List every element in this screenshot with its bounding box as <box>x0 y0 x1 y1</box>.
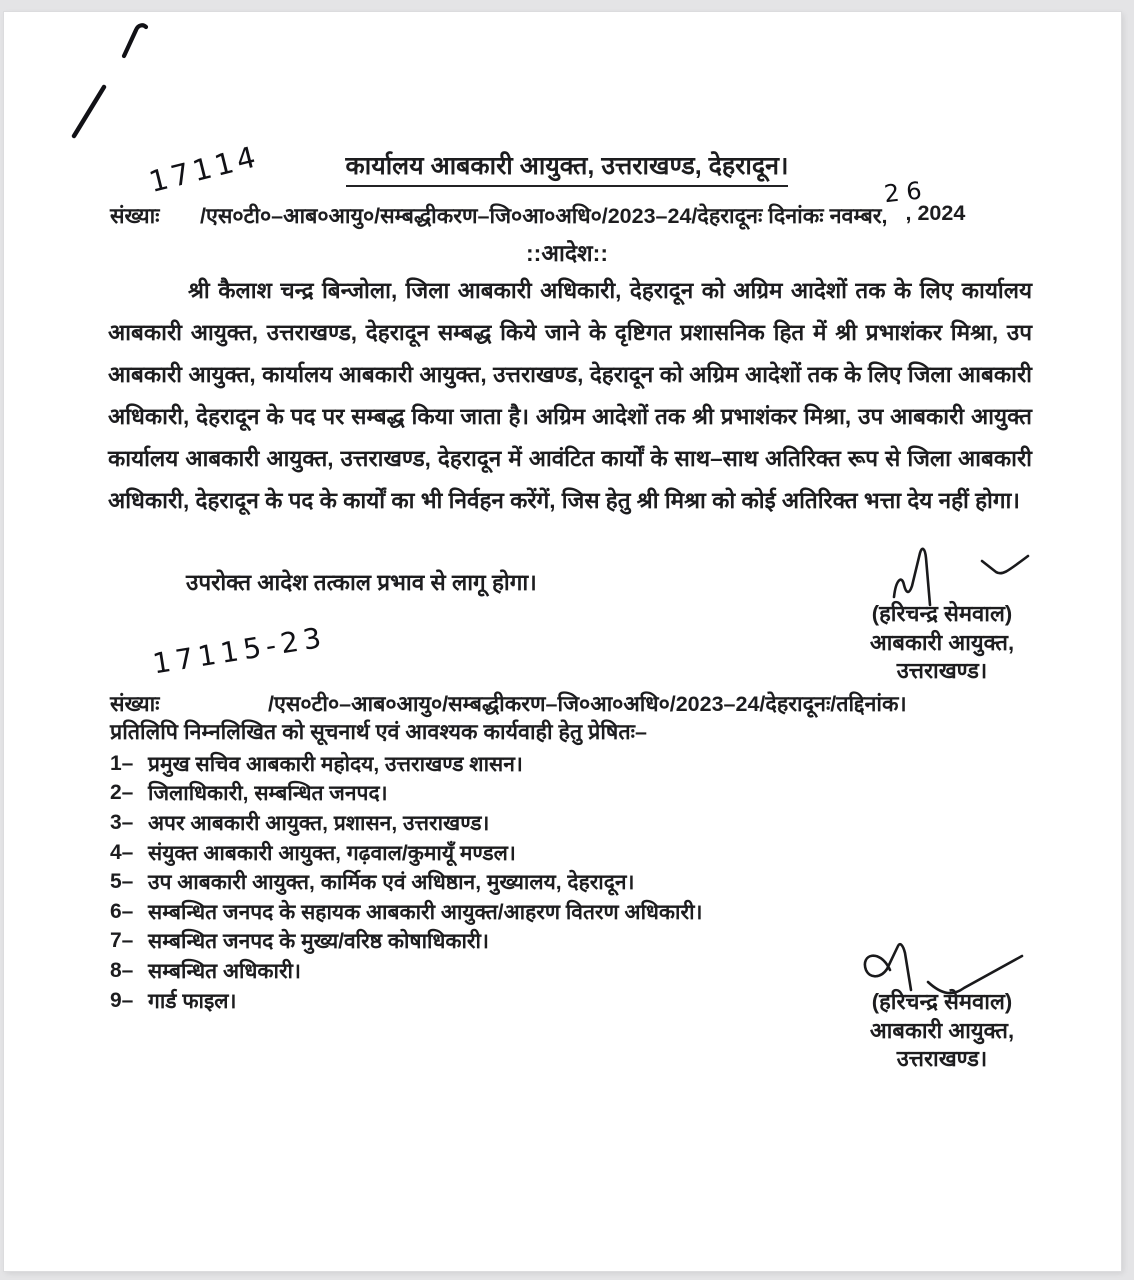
handwritten-date-day: 26 <box>882 175 930 209</box>
list-item-number: 3– <box>110 810 134 834</box>
signatory-block-top <box>842 600 1042 686</box>
reference-number-2: /एस०टी०–आब०आयु०/सम्बद्धीकरण–जि०आ०अधि०/2023–24/देहरादूनः/तद्दिनांक। <box>268 692 907 716</box>
signatory-block-bottom <box>842 988 1042 1074</box>
list-item-text: सम्बन्धित जनपद के सहायक आबकारी आयुक्त/आहरण वितरण अधिकारी। <box>148 900 703 924</box>
order-body-paragraph: श्री कैलाश चन्द्र बिन्जोला, जिला आबकारी अधिकारी, देहरादून को अग्रिम आदेशों तक के लिए कार्यालय आबकारी आयुक्त, उत्तराखण्ड, देहरादून सम्बद्ध किये जाने के दृष्टिगत प्रशासनिक हित में श्री प्रभाशंकर मिश्रा, उप आबकारी आयुक्त, कार्यालय आबकारी आयुक्त, उत्तराखण्ड, देहरादून को अग्रिम आदेशों तक के लिए जिला आबकारी अधिकारी, देहरादून के पद पर सम्बद्ध किया जाता है। अग्रिम आदेशों तक श्री प्रभाशंकर मिश्रा, उप आबकारी आयुक्त कार्यालय आबकारी आयुक्त, उत्तराखण्ड, देहरादून में आवंटित कार्यों के साथ–साथ अतिरिक्त रूप से जिला आबकारी अधिकारी, देहरादून के पद के कार्यों का भी निर्वहन करेंगें, जिस हेतु श्री मिश्रा को कोई अतिरिक्त भत्ता देय नहीं होगा। <box>108 278 1032 513</box>
list-item-number: 2– <box>110 781 134 805</box>
list-item <box>110 986 702 1016</box>
list-item <box>110 808 702 838</box>
reference-year: , 2024 <box>905 201 966 225</box>
list-item <box>110 867 702 897</box>
signatory-designation: आबकारी आयुक्त, <box>869 1017 1015 1043</box>
reference-number: /एस०टी०–आब०आयु०/सम्बद्धीकरण–जि०आ०अधि०/2023–24/देहरादूनः दिनांकः नवम्बर, <box>200 204 888 228</box>
list-item-text: सम्बन्धित अधिकारी। <box>148 959 301 983</box>
signatory-region: उत्तराखण्ड। <box>896 658 988 683</box>
list-item-number: 9– <box>110 988 134 1012</box>
list-item-text: प्रमुख सचिव आबकारी महोदय, उत्तराखण्ड शासन। <box>148 752 523 776</box>
list-item <box>110 779 702 809</box>
reference-label-2: संख्याः <box>110 692 160 716</box>
list-item-text: अपर आबकारी आयुक्त, प्रशासन, उत्तराखण्ड। <box>148 811 490 835</box>
list-item <box>110 749 702 779</box>
signatory-name: (हरिचन्द्र सेमवाल) <box>871 601 1013 626</box>
page-title <box>0 148 1134 187</box>
list-item-number: 6– <box>110 899 134 923</box>
handwritten-dispatch-number: 17115-23 <box>150 620 329 681</box>
list-item-text: सम्बन्धित जनपद के मुख्य/वरिष्ठ कोषाधिकारी। <box>148 930 489 954</box>
list-item <box>110 956 702 986</box>
reference-label: संख्याः <box>110 204 160 228</box>
list-item-number: 7– <box>110 929 134 953</box>
list-item <box>110 838 702 868</box>
handwritten-top-number: 17114 <box>145 138 263 200</box>
pen-tick-mark <box>118 18 152 62</box>
list-item-number: 5– <box>110 870 134 894</box>
list-item-number: 8– <box>110 958 134 982</box>
list-item-text: उप आबकारी आयुक्त, कार्मिक एवं अधिष्ठान, मुख्यालय, देहरादून। <box>148 871 635 895</box>
signature-scribble-icon <box>878 543 1034 607</box>
list-item-text: गार्ड फाइल। <box>148 989 237 1013</box>
signatory-name: (हरिचन्द्र सेमवाल) <box>871 989 1013 1014</box>
copy-to-intro: प्रतिलिपि निम्नलिखित को सूचनार्थ एवं आवश्यक कार्यवाही हेतु प्रेषितः– <box>110 720 647 744</box>
reference-line-1 <box>110 201 965 230</box>
list-item-number: 1– <box>110 751 134 775</box>
list-item-number: 4– <box>110 840 134 864</box>
page-title-text: कार्यालय आबकारी आयुक्त, उत्तराखण्ड, देहरादून। <box>346 148 789 187</box>
list-item <box>110 927 702 957</box>
list-item-text: जिलाधिकारी, सम्बन्धित जनपद। <box>148 782 388 806</box>
effective-immediately-line: उपरोक्त आदेश तत्काल प्रभाव से लागू होगा। <box>186 570 537 595</box>
signatory-designation: आबकारी आयुक्त, <box>869 629 1015 655</box>
recipients-list <box>110 749 702 1015</box>
list-item-text: संयुक्त आबकारी आयुक्त, गढ़वाल/कुमायूँ मण्डल। <box>148 841 516 865</box>
order-heading: ::आदेश:: <box>526 240 608 266</box>
pen-slash-mark <box>66 80 112 142</box>
reference-line-2 <box>110 689 907 718</box>
list-item <box>110 897 702 927</box>
signatory-region: उत्तराखण्ड। <box>896 1046 988 1071</box>
